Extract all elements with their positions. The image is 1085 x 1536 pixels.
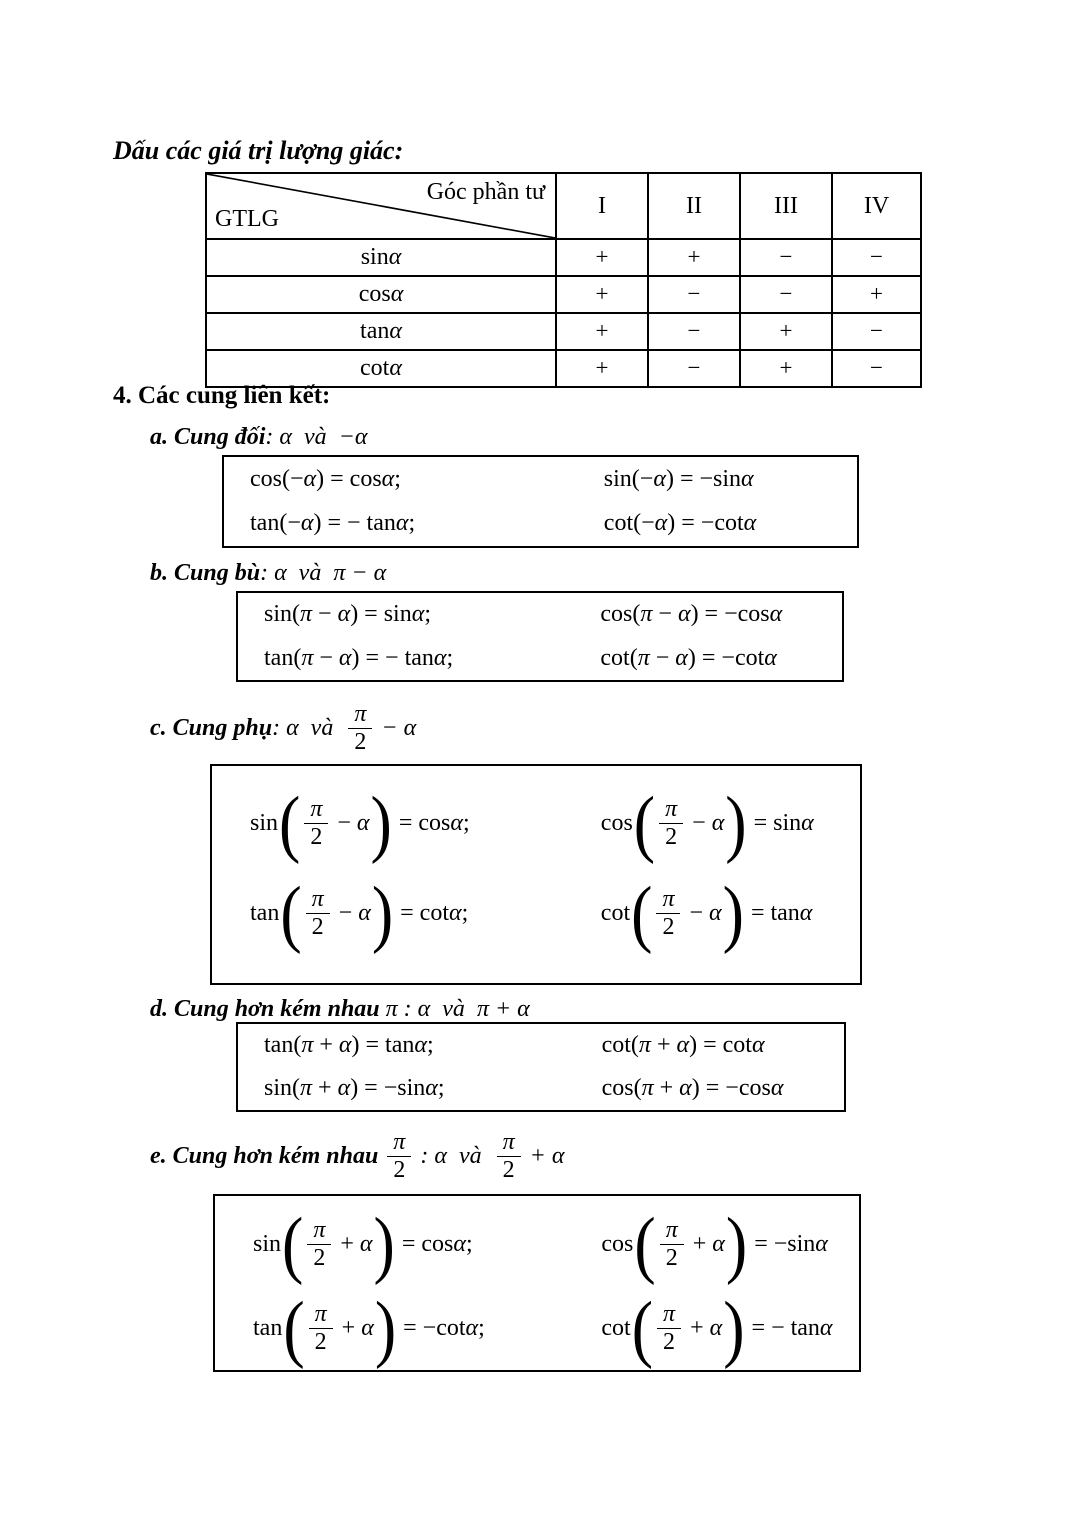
section-label-d: d. Cung hơn kém nhau (150, 996, 380, 1022)
column-header-1: I (556, 173, 648, 239)
table-row-tan (206, 313, 921, 350)
sign-cell: + (779, 318, 793, 343)
column-header-4: IV (832, 173, 921, 239)
sign-table (205, 172, 922, 388)
section-heading-c (150, 696, 416, 760)
formula-cot-halfpi-plus: cot ( $\frac{\pi}{2}$ + α ) = − tan α (601, 1285, 833, 1370)
corner-label-bottom: GTLG (215, 206, 279, 232)
corner-label-top: Góc phần tư (426, 179, 545, 205)
row-label-sin: sin α (360, 244, 402, 270)
sign-cell: + (595, 244, 609, 269)
formula-tan-pi-minus: tan( π − α ) = − tan α ; (264, 644, 454, 671)
formula-cos-neg: cos(− α ) = cos α ; (250, 465, 401, 492)
row-label-cos: cos α (358, 281, 404, 307)
sign-cell: − (687, 318, 701, 343)
formula-cot-halfpi-minus: cot ( $\frac{\pi}{2}$ − α ) = tan α (600, 870, 813, 955)
formula-cot-pi-plus: cot( π + α ) = cot α (601, 1032, 765, 1058)
section-math-e: $\frac{\pi}{2}$ : α và $\frac{\pi}{2}$ + α (378, 1129, 564, 1183)
formula-tan-halfpi-plus: tan ( $\frac{\pi}{2}$ + α ) = −cot α ; (253, 1285, 485, 1370)
formula-cot-pi-minus: cot( π − α ) = −cot α (600, 644, 777, 671)
row-label-cot: cot α (360, 355, 402, 381)
formula-sin-neg: sin(− α ) = −sin α (603, 465, 754, 492)
column-header-3: III (740, 173, 832, 239)
formula-cos-pi-plus: cos( π + α ) = −cos α (601, 1075, 784, 1101)
formula-sin-pi-minus: sin( π − α ) = sin α ; (264, 601, 432, 628)
page-title: Dấu các giá trị lượng giác: (113, 136, 404, 165)
row-label-tan: tan α (360, 318, 402, 344)
formula-box-b (236, 591, 844, 682)
sign-cell: + (687, 244, 701, 269)
section-math-b: : α và π − α (260, 560, 387, 586)
formula-row (212, 868, 860, 958)
table-row-sin (206, 239, 921, 276)
section-heading-e (150, 1124, 564, 1188)
table-header-row (206, 173, 921, 239)
sign-cell: − (687, 281, 701, 306)
sign-cell: − (870, 244, 883, 269)
formula-row (212, 778, 860, 868)
section-heading-a (150, 424, 367, 451)
formula-row (224, 502, 857, 547)
formula-cos-halfpi-minus: cos ( $\frac{\pi}{2}$ − α ) = sin α (600, 780, 814, 865)
sign-cell: + (595, 355, 609, 380)
sign-cell: + (595, 281, 609, 306)
formula-box-a (222, 455, 859, 548)
formula-row (224, 457, 857, 502)
formula-sin-halfpi-plus: sin ( $\frac{\pi}{2}$ + α ) = cos α ; (253, 1201, 473, 1286)
sign-cell: + (779, 355, 793, 380)
formula-box-d (236, 1022, 846, 1112)
formula-row (215, 1286, 859, 1370)
sign-cell: + (870, 281, 883, 306)
formula-row (238, 1024, 844, 1067)
column-header-2: II (648, 173, 740, 239)
sign-cell: − (779, 281, 793, 306)
formula-row (238, 593, 842, 637)
section-heading-d (150, 996, 530, 1023)
formula-tan-halfpi-minus: tan ( $\frac{\pi}{2}$ − α ) = cot α ; (250, 870, 469, 955)
formula-cos-pi-minus: cos( π − α ) = −cos α (600, 601, 783, 628)
sign-cell: − (687, 355, 701, 380)
section-label-c: c. Cung phụ (150, 714, 273, 741)
formula-sin-pi-plus: sin( π + α ) = −sin α ; (264, 1075, 445, 1101)
formula-cot-neg: cot(− α ) = −cot α (603, 510, 757, 537)
section-label-a: a. Cung đối (150, 424, 266, 450)
formula-box-e (213, 1194, 861, 1372)
formula-row (238, 637, 842, 681)
section-label-e: e. Cung hơn kém nhau (150, 1142, 379, 1169)
formula-row (215, 1202, 859, 1286)
sign-cell: − (870, 355, 883, 380)
sign-cell: − (870, 318, 883, 343)
formula-cos-halfpi-plus: cos ( $\frac{\pi}{2}$ + α ) = −sin α (601, 1201, 828, 1286)
formula-sin-halfpi-minus: sin ( $\frac{\pi}{2}$ − α ) = cos α ; (250, 780, 470, 865)
table-row-cos (206, 276, 921, 313)
section-math-d: π : α và π + α (385, 996, 530, 1022)
section-heading-b (150, 560, 386, 587)
section-math-c: : α và $\frac{\pi}{2}$ − α (272, 701, 417, 755)
section-math-a: : α và − α (265, 424, 368, 450)
formula-tan-neg: tan(− α ) = − tan α ; (250, 510, 416, 537)
formula-tan-pi-plus: tan( π + α ) = tan α ; (264, 1032, 434, 1058)
formula-box-c (210, 764, 862, 985)
sign-cell: − (779, 244, 793, 269)
table-corner-cell (206, 173, 556, 239)
section-4-title: 4. Các cung liên kết: (113, 382, 331, 409)
sign-cell: + (595, 318, 609, 343)
section-label-b: b. Cung bù (150, 560, 261, 586)
formula-row (238, 1067, 844, 1110)
